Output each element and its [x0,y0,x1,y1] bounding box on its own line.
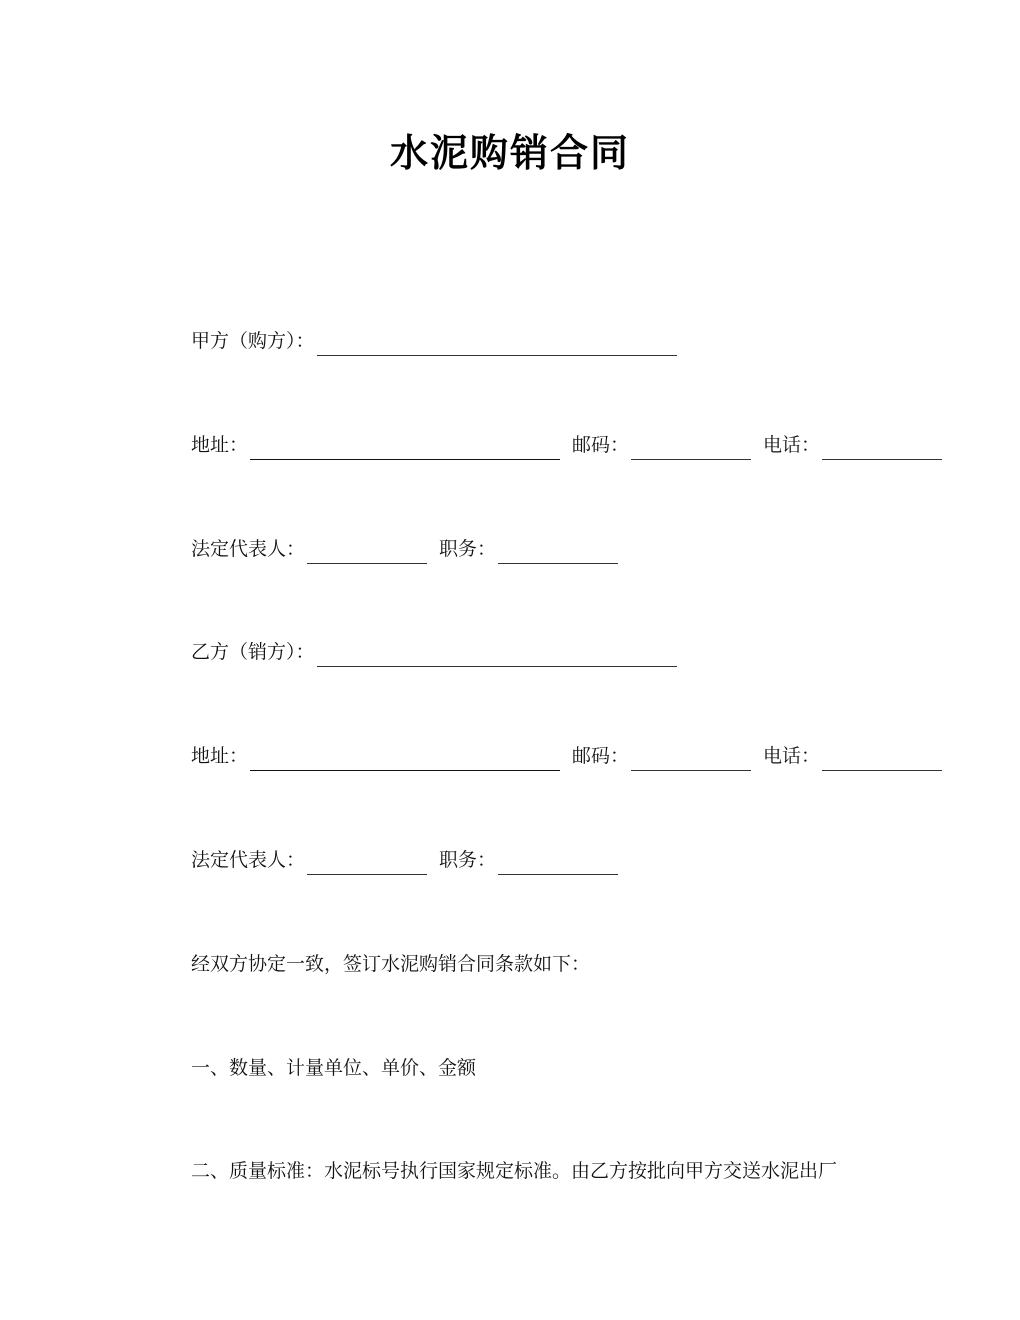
party-b-phone-blank[interactable] [822,748,942,771]
party-b-postcode-label: 邮码： [572,745,630,767]
clause-2: 二、质量标准：水泥标号执行国家规定标准。由乙方按批向甲方交送水泥出厂 [191,1160,838,1182]
party-b-phone-label: 电话： [763,745,821,767]
party-b-position-blank[interactable] [498,852,618,875]
intro-paragraph: 经双方协定一致，签订水泥购销合同条款如下： [191,953,591,975]
party-a-name-blank[interactable] [317,333,677,356]
party-a-legal-row [191,534,630,564]
party-b-name-blank[interactable] [317,644,677,667]
party-a-position-label: 职务： [439,538,497,560]
page-title: 水泥购销合同 [389,131,630,175]
party-a-postcode-blank[interactable] [631,437,751,460]
party-a-row [191,326,689,356]
party-a-postcode-label: 邮码： [572,434,630,456]
party-a-address-label: 地址： [191,434,249,456]
clause-1: 一、数量、计量单位、单价、金额 [191,1057,477,1079]
party-a-address-row [191,430,942,460]
party-a-legal-rep-blank[interactable] [307,541,427,564]
party-a-address-blank[interactable] [250,437,560,460]
party-a-label: 甲方（购方）： [191,330,315,352]
party-b-legal-rep-label: 法定代表人： [191,849,306,871]
party-b-address-blank[interactable] [250,748,560,771]
party-b-postcode-blank[interactable] [631,748,751,771]
party-b-row [191,637,689,667]
party-b-address-label: 地址： [191,745,249,767]
party-a-phone-blank[interactable] [822,437,942,460]
party-b-address-row [191,741,942,771]
party-a-legal-rep-label: 法定代表人： [191,538,306,560]
party-a-position-blank[interactable] [498,541,618,564]
party-b-legal-rep-blank[interactable] [307,852,427,875]
party-b-label: 乙方（销方）： [191,641,315,663]
party-b-position-label: 职务： [439,849,497,871]
party-a-phone-label: 电话： [763,434,821,456]
party-b-legal-row [191,845,630,875]
